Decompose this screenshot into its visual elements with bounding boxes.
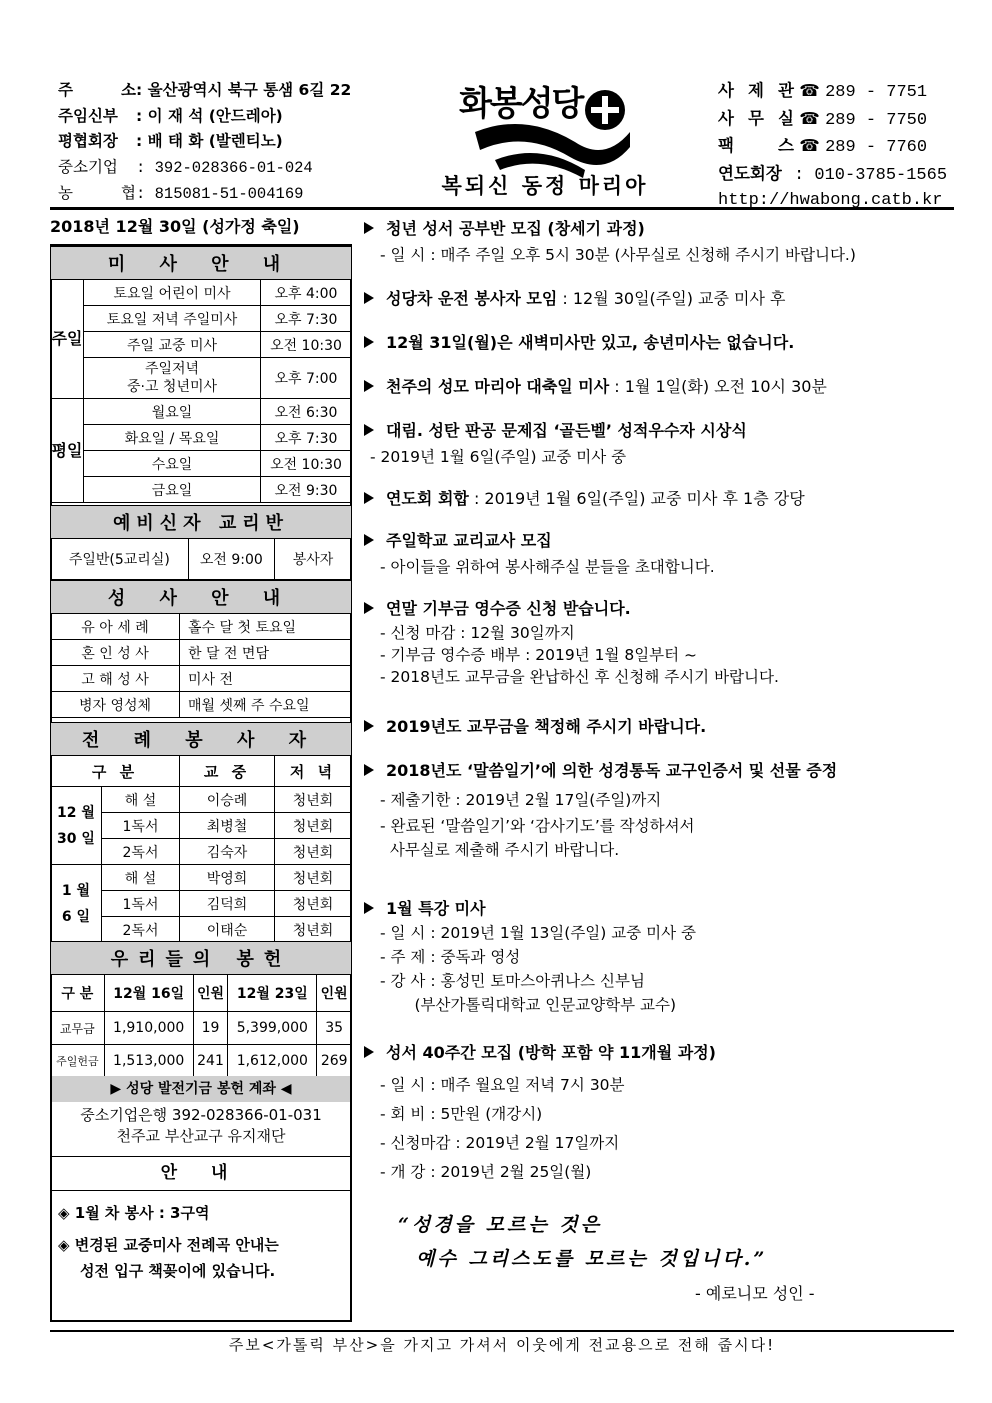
notice-list: [58, 1200, 348, 1284]
announcement-line: - 신청마감 : 2019년 2월 17일까지: [380, 1134, 620, 1152]
notice-title: 안 내: [50, 1156, 352, 1191]
catechism-staff: 봉사자: [275, 539, 352, 580]
liturgy-evening: 청년회: [275, 787, 352, 813]
bank1-row: [58, 155, 358, 182]
announcement: [364, 418, 964, 486]
mass-title: 미 사 안 내: [51, 247, 352, 280]
liturgy-title: 전 례 봉 사 자: [51, 723, 352, 756]
sacrament-name: 혼 인 성 사: [51, 640, 180, 666]
offering-header: 인원: [317, 975, 352, 1012]
mass-name: 화요일 / 목요일: [84, 425, 261, 451]
announcement-line: - 2019년 1월 6일(주일) 교중 미사 중: [370, 448, 627, 466]
liturgy-role: 1독서: [102, 891, 180, 917]
liturgy-main: 이태순: [180, 917, 275, 943]
offering-header: 인원: [193, 975, 228, 1012]
bank1: : 392-028366-01-024: [136, 158, 313, 177]
offering-header: 12월 23일: [228, 975, 317, 1012]
sacrament-name: 고 해 성 사: [51, 666, 180, 692]
triangle-bullet-icon: [364, 492, 374, 504]
fund-title: ▶ 성당 발전기금 봉헌 계좌 ◀: [52, 1076, 350, 1102]
soul-row: [718, 161, 958, 189]
announcement-title: 천주의 성모 마리아 대축일 미사: [386, 377, 610, 396]
liturgy-main: 김덕희: [180, 891, 275, 917]
priest: : 이 재 석 (안드레아): [136, 106, 283, 125]
triangle-bullet-icon: [364, 336, 374, 348]
triangle-bullet-icon: [364, 1046, 374, 1058]
council-row: [58, 129, 358, 155]
announcement-line: - 기부금 영수증 배부 : 2019년 1월 8일부터 ~: [380, 646, 698, 664]
announcement: [364, 330, 964, 374]
triangle-bullet-icon: [364, 764, 374, 776]
bank2-row: [58, 181, 358, 208]
mass-time: 오전 10:30: [261, 332, 352, 358]
sacrament-name: 유 아 세 례: [51, 614, 180, 640]
sunday-label: 주일: [51, 280, 84, 399]
liturgy-header: 교 중: [180, 756, 275, 787]
fax-row: [718, 133, 958, 161]
announcements: [364, 216, 964, 1180]
triangle-bullet-icon: [364, 602, 374, 614]
council: : 배 태 화 (발렌티노): [136, 132, 283, 150]
triangle-bullet-icon: [364, 902, 374, 914]
address-label: 주 소: [58, 81, 136, 99]
announcement-line: - 일 시 : 매주 주일 오후 5시 30분 (사무실로 신청해 주시기 바랍니다.): [380, 246, 856, 264]
catechism-title: 예비신자 교리반: [51, 506, 352, 539]
footer-divider: [50, 1330, 954, 1332]
quote-line: “성경을 모르는 것은: [398, 1214, 602, 1236]
sacrament-name: 병자 영성체: [51, 692, 180, 718]
mass-time: 오전 9:30: [261, 477, 352, 503]
sacrament-title: 성 사 안 내: [51, 581, 352, 614]
mass-name: 토요일 어린이 미사: [84, 280, 261, 306]
office-tel: 289 - 7750: [825, 110, 928, 130]
offering-title: 우리들의 봉헌: [51, 942, 352, 975]
offering-amount: 5,399,000: [228, 1012, 317, 1045]
offering-amount: 1,910,000: [104, 1012, 193, 1045]
logo-text: 화봉성당: [459, 84, 583, 124]
liturgy-evening: 청년회: [275, 839, 352, 865]
address: : 울산광역시 북구 통샘 6길 22: [136, 81, 352, 99]
notice-item: ◈ 1월 차 봉사 : 3구역: [58, 1204, 210, 1222]
rectory-label: 사 제 관: [718, 81, 794, 100]
liturgy-role: 2독서: [102, 839, 180, 865]
liturgy-role: 1독서: [102, 813, 180, 839]
announcement-note: : 1월 1일(화) 오전 10시 30분: [609, 377, 827, 396]
announcement-title: 청년 성서 공부반 모집 (창세기 과정): [386, 219, 645, 238]
announcement-line: - 개 강 : 2019년 2월 25일(월): [380, 1163, 592, 1181]
announcement: [364, 528, 964, 596]
office-label: 사 무 실: [718, 108, 794, 128]
mass-name: 주일 교중 미사: [84, 332, 261, 358]
announcement: [364, 286, 964, 330]
header-divider: [50, 207, 954, 210]
announcement: [364, 1040, 964, 1180]
catechism-class: 주일반(5교리실): [51, 539, 189, 580]
triangle-bullet-icon: [364, 424, 374, 436]
liturgy-header: 구 분: [51, 756, 180, 787]
bank2: : 815081-51-004169: [136, 185, 304, 203]
triangle-bullet-icon: [364, 380, 374, 392]
mass-schedule-table: [50, 246, 352, 503]
notice-item: ◈ 변경된 교중미사 전례곡 안내는: [58, 1236, 279, 1254]
announcement-line: - 완료된 ‘말씀일기’와 ‘감사기도’를 작성하셔서: [380, 817, 695, 835]
liturgy-main: 최병철: [180, 813, 275, 839]
soul-tel: : 010-3785-1565: [794, 165, 948, 185]
announcement-title: 1월 특강 미사: [386, 899, 486, 918]
mass-time: 오후 7:30: [261, 425, 352, 451]
header-contacts: [718, 78, 958, 214]
bank2-label: 농 협: [58, 184, 136, 202]
announcement-title: 주일학교 교리교사 모집: [386, 531, 552, 550]
phone-icon: ☎: [799, 136, 820, 155]
parish-motto: 복되신 동정 마리아: [441, 173, 649, 198]
announcement: [364, 374, 964, 418]
mass-time: 오전 6:30: [261, 399, 352, 425]
mass-time: 오후 7:00: [261, 358, 352, 399]
announcement: [364, 758, 964, 896]
priest-row: [58, 104, 358, 130]
sacrament-when: 홀수 달 첫 토요일: [180, 614, 352, 640]
header-info: [58, 78, 358, 208]
parish-logo: [455, 72, 635, 182]
triangle-bullet-icon: [364, 292, 374, 304]
weekday-label: 평일: [51, 399, 84, 503]
sacrament-when: 한 달 전 면담: [180, 640, 352, 666]
footer-text: 주보<가톨릭 부산>을 가지고 가셔서 이웃에게 전교용으로 전해 줍시다!: [228, 1336, 776, 1354]
liturgy-evening: 청년회: [275, 813, 352, 839]
offering-type: 주일헌금: [51, 1045, 105, 1078]
fund-account: 중소기업은행 392-028366-01-031: [80, 1106, 322, 1124]
liturgy-date: 12 월 30 일: [51, 787, 102, 865]
offering-amount: 1,612,000: [228, 1045, 317, 1078]
sacrament-when: 매월 셋째 주 수요일: [180, 692, 352, 718]
announcement-title: 2019년도 교무금을 책정해 주시기 바랍니다.: [386, 717, 707, 736]
catechism-table: [50, 505, 352, 580]
offering-count: 269: [317, 1045, 352, 1078]
offering-count: 19: [193, 1012, 228, 1045]
fax-tel: 289 - 7760: [825, 138, 928, 157]
liturgy-main: 김숙자: [180, 839, 275, 865]
liturgy-table: [50, 722, 352, 943]
office-row: [718, 106, 958, 134]
bulletin-date: 2018년 12월 30일 (성가정 축일): [50, 217, 300, 236]
mass-name: 월요일: [84, 399, 261, 425]
phone-icon: ☎: [799, 81, 820, 100]
rectory-tel: 289 - 7751: [825, 83, 928, 102]
liturgy-date: 1 월 6 일: [51, 865, 102, 943]
address-row: [58, 78, 358, 104]
announcement-line: - 제출기한 : 2019년 2월 17일(주일)까지: [380, 791, 662, 809]
announcement-line: - 강 사 : 홍성민 토마스아퀴나스 신부님: [380, 972, 645, 990]
offering-table: [50, 941, 352, 1078]
fax-label: 팩 스: [718, 136, 794, 155]
fund-box: [50, 1076, 352, 1157]
offering-count: 241: [193, 1045, 228, 1078]
sacrament-table: [50, 580, 352, 718]
announcement-title: 대림. 성탄 판공 문제집 ‘골든벨’ 성적우수자 시상식: [386, 421, 747, 440]
liturgy-role: 2독서: [102, 917, 180, 943]
liturgy-evening: 청년회: [275, 917, 352, 943]
mass-name: 토요일 저녁 주일미사: [84, 306, 261, 332]
offering-count: 35: [317, 1012, 352, 1045]
announcement-line: 사무실로 제출해 주시기 바랍니다.: [380, 841, 620, 859]
rectory-row: [718, 78, 958, 106]
announcement-note: : 12월 30일(주일) 교중 미사 후: [557, 289, 786, 308]
announcement: [364, 486, 964, 528]
announcement-line: - 일 시 : 2019년 1월 13일(주일) 교중 미사 중: [380, 924, 696, 942]
announcement-line: - 회 비 : 5만원 (개강시): [380, 1105, 543, 1123]
triangle-bullet-icon: [364, 222, 374, 234]
mass-time: 오후 4:00: [261, 280, 352, 306]
phone-icon: ☎: [799, 108, 820, 128]
notice-item: 성전 입구 책꽂이에 있습니다.: [80, 1262, 276, 1280]
liturgy-main: 박영희: [180, 865, 275, 891]
liturgy-evening: 청년회: [275, 891, 352, 917]
announcement-note: : 2019년 1월 6일(주일) 교중 미사 후 1층 강당: [468, 489, 805, 508]
soul-label: 연도회장: [718, 163, 782, 183]
website-link[interactable]: http://hwabong.catb.kr: [718, 191, 943, 210]
liturgy-main: 이승례: [180, 787, 275, 813]
announcement-line: (부산가톨릭대학교 인문교양학부 교수): [380, 996, 677, 1014]
priest-label: 주임신부: [58, 106, 118, 125]
catechism-time: 오전 9:00: [188, 539, 274, 580]
announcement-line: - 2018년도 교무금을 완납하신 후 신청해 주시기 바랍니다.: [380, 668, 779, 686]
fund-holder: 천주교 부산교구 유지재단: [116, 1127, 286, 1145]
announcement-title: 연도회 회합: [386, 489, 469, 508]
announcement-line: - 신청 마감 : 12월 30일까지: [380, 624, 575, 642]
offering-type: 교무금: [51, 1012, 105, 1045]
liturgy-role: 해 설: [102, 787, 180, 813]
announcement-title: 12월 31일(월)은 새벽미사만 있고, 송년미사는 없습니다.: [386, 333, 795, 352]
quote-line: 예수 그리스도를 모르는 것입니다.”: [416, 1248, 768, 1270]
triangle-bullet-icon: [364, 720, 374, 732]
mass-name: 주일저녁 중·고 청년미사: [84, 358, 261, 399]
announcement-line: - 주 제 : 중독과 영성: [380, 948, 521, 966]
mass-time: 오후 7:30: [261, 306, 352, 332]
announcement-title: 2018년도 ‘말씀일기’에 의한 성경통독 교구인증서 및 선물 증정: [386, 761, 838, 780]
liturgy-header: 저 녁: [275, 756, 352, 787]
announcement-title: 연말 기부금 영수증 신청 받습니다.: [386, 599, 631, 618]
mass-time: 오전 10:30: [261, 451, 352, 477]
announcement-title: 성당차 운전 봉사자 모임: [386, 289, 558, 308]
offering-header: 구 분: [51, 975, 105, 1012]
sacrament-when: 미사 전: [180, 666, 352, 692]
bank1-label: 중소기업: [58, 157, 118, 176]
announcement-line: - 일 시 : 매주 월요일 저녁 7시 30분: [380, 1076, 625, 1094]
announcement: [364, 896, 964, 1040]
liturgy-role: 해 설: [102, 865, 180, 891]
triangle-bullet-icon: [364, 534, 374, 546]
quote: [398, 1208, 767, 1276]
mass-name: 금요일: [84, 477, 261, 503]
offering-header: 12월 16일: [104, 975, 193, 1012]
liturgy-evening: 청년회: [275, 865, 352, 891]
announcement: [364, 596, 964, 714]
quote-author: - 예로니모 성인 -: [695, 1284, 815, 1303]
offering-amount: 1,513,000: [104, 1045, 193, 1078]
announcement: [364, 714, 964, 758]
council-label: 평협회장: [58, 132, 118, 150]
announcement: [364, 216, 964, 286]
announcement-line: - 아이들을 위하여 봉사해주실 분들을 초대합니다.: [380, 558, 715, 576]
mass-name: 수요일: [84, 451, 261, 477]
announcement-title: 성서 40주간 모집 (방학 포함 약 11개월 과정): [386, 1043, 716, 1062]
